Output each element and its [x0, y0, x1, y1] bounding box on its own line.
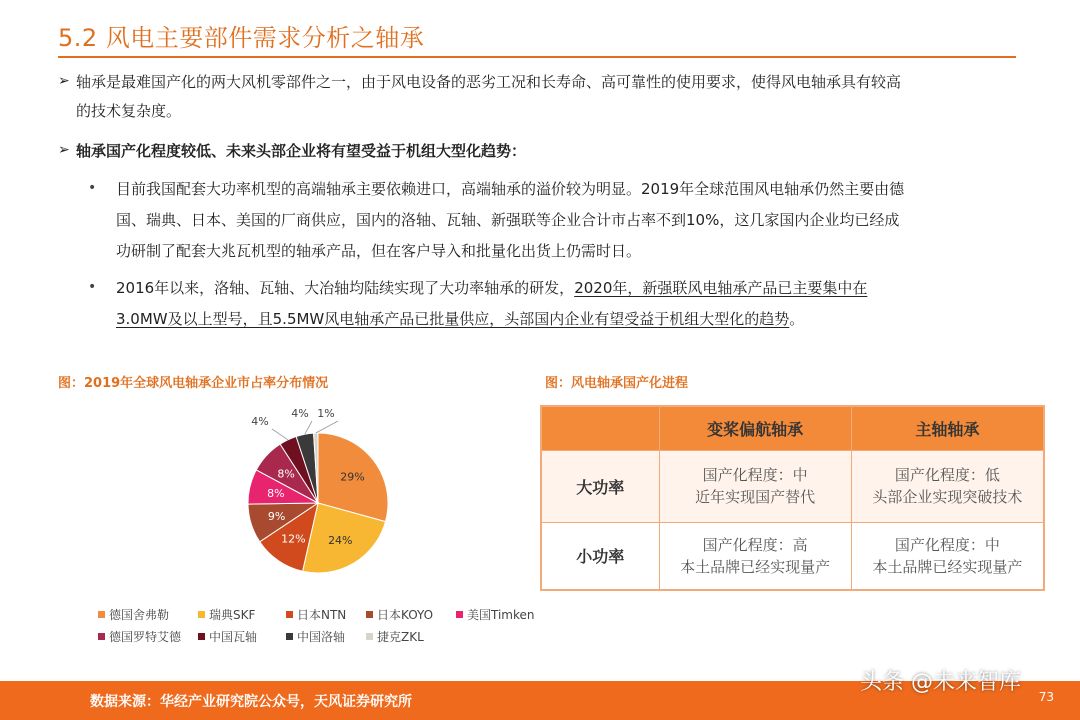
bullet-2-heading: 轴承国产化程度较低、未来头部企业将有望受益于机组大型化趋势：	[76, 142, 527, 160]
legend-label: 美国Timken	[467, 608, 535, 622]
sub-bullet-1-line-2: 国、瑞典、日本、美国的厂商供应，国内的洛轴、瓦轴、新强联等企业合计市占率不到10%，这几家国内企业均已经成	[116, 211, 900, 229]
legend-item	[286, 606, 346, 623]
pie-data-label: 4%	[291, 407, 309, 420]
cell-line: 国产化程度：低	[894, 466, 1000, 484]
watermark: 头条 @未来智库	[860, 670, 1021, 695]
legend-item	[98, 628, 181, 645]
legend-item	[366, 606, 433, 623]
legend-label: 捷克ZKL	[377, 630, 424, 644]
sub-bullet-2-line-2	[116, 309, 804, 329]
pie-chart	[200, 400, 500, 590]
sub-bullet-2-text-a: 2016年以来，洛轴、瓦轴、大冶轴均陆续实现了大功率轴承的研发，	[116, 279, 575, 297]
arrow-bullet-icon: ➢	[58, 73, 70, 89]
page-number: 73	[1038, 690, 1054, 704]
sub-bullet-2-line-1	[116, 278, 867, 298]
table-row	[541, 522, 1044, 590]
pie-leader-line	[305, 421, 312, 434]
cell-line: 本土品牌已经实现量产	[872, 557, 1023, 576]
footer-source: 数据来源：华经产业研究院公众号，天风证券研究所	[90, 694, 412, 710]
legend-item	[198, 606, 255, 623]
table-row	[541, 450, 1044, 522]
pie-legend	[98, 606, 538, 646]
cell-line: 本土品牌已经实现量产	[680, 557, 831, 576]
legend-item	[198, 628, 257, 645]
sub-bullet-2-end: 。	[789, 310, 805, 328]
legend-swatch	[286, 611, 293, 618]
cell-line: 近年实现国产替代	[695, 488, 816, 506]
legend-label: 中国洛轴	[297, 630, 346, 644]
legend-label: 瑞典SKF	[209, 608, 256, 622]
legend-swatch	[198, 611, 205, 618]
legend-swatch	[286, 633, 293, 640]
pie-data-label: 24%	[328, 534, 353, 548]
pie-data-label: 4%	[251, 415, 269, 428]
table-header-main-shaft: 主轴轴承	[851, 406, 1044, 450]
table-cell	[851, 450, 1044, 522]
cell-line: 头部企业实现突破技术	[872, 488, 1023, 506]
table-cell	[851, 522, 1044, 590]
title-rule	[58, 56, 1016, 58]
legend-label: 日本KOYO	[377, 608, 434, 622]
legend-swatch	[366, 611, 373, 618]
legend-label: 德国罗特艾德	[109, 630, 182, 644]
legend-item	[286, 628, 345, 645]
legend-swatch	[198, 633, 205, 640]
legend-item	[98, 606, 169, 623]
page-title: 5.2 风电主要部件需求分析之轴承	[58, 24, 425, 52]
legend-label: 德国舍弗勒	[109, 608, 170, 622]
pie-data-label: 1%	[317, 407, 335, 420]
table-corner	[541, 406, 659, 450]
legend-label: 中国瓦轴	[209, 630, 258, 644]
legend-item	[366, 628, 424, 645]
table-cell	[659, 450, 851, 522]
cell-line: 国产化程度：中	[894, 535, 1000, 554]
pie-data-label: 8%	[277, 467, 295, 481]
legend-swatch	[98, 633, 105, 640]
arrow-bullet-icon: ➢	[58, 142, 70, 158]
pie-data-label: 12%	[281, 532, 306, 546]
legend-item	[456, 606, 535, 623]
pie-chart-title: 图：2019年全球风电轴承企业市占率分布情况	[58, 376, 329, 391]
bullet-1-line-1: 轴承是最难国产化的两大风机零部件之一，由于风电设备的恶劣工况和长寿命、高可靠性的使用要求，使得风电轴承具有较高	[76, 73, 902, 91]
legend-swatch	[366, 633, 373, 640]
cell-line: 国产化程度：中	[702, 466, 808, 484]
sub-bullet-1-line-3: 功研制了配套大兆瓦机型的轴承产品，但在客户导入和批量化出货上仍需时日。	[116, 242, 642, 260]
row-header-high-power: 大功率	[541, 450, 659, 522]
table-header-pitch-yaw: 变桨偏航轴承	[659, 406, 851, 450]
pie-leader-line	[316, 421, 338, 433]
sub-bullet-1-line-1: 目前我国配套大功率机型的高端轴承主要依赖进口，高端轴承的溢价较为明显。2019年全球范围风电轴承仍然主要由德	[116, 180, 905, 198]
legend-swatch	[98, 611, 105, 618]
row-header-low-power: 小功率	[541, 522, 659, 590]
cell-line: 国产化程度：高	[702, 535, 808, 554]
sub-bullet-2-highlight-a: 2020年，新强联风电轴承产品已主要集中在	[574, 279, 868, 297]
table-cell	[659, 522, 851, 590]
sub-bullet-2-highlight-b: 3.0MW及以上型号，且5.5MW风电轴承产品已批量供应，头部国内企业有望受益于机组大型化的趋势	[116, 310, 790, 328]
table-title: 图：风电轴承国产化进程	[545, 376, 689, 391]
localization-table	[540, 405, 1045, 591]
pie-leader-line	[272, 429, 288, 440]
pie-data-label: 29%	[340, 470, 365, 484]
legend-label: 日本NTN	[297, 608, 347, 622]
legend-swatch	[456, 611, 463, 618]
pie-data-label: 8%	[267, 486, 285, 500]
dot-bullet-icon: •	[88, 180, 97, 196]
bullet-1-line-2: 的技术复杂度。	[76, 102, 182, 120]
dot-bullet-icon: •	[88, 279, 97, 295]
pie-data-label: 9%	[267, 509, 286, 523]
